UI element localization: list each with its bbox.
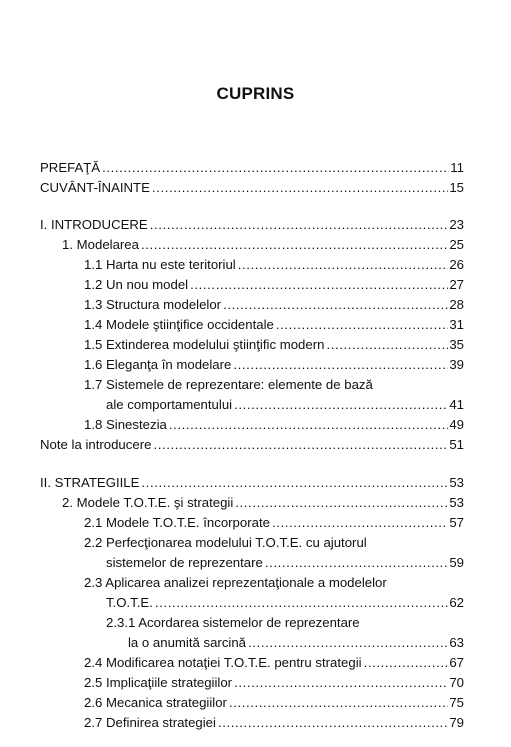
toc-entry-page: 67 bbox=[449, 655, 464, 670]
toc-entry-title: 1.2 Un nou model bbox=[84, 277, 189, 292]
toc-entry-title: la o anumită sarcină bbox=[128, 635, 247, 650]
toc-entry-title: 2.5 Implicaţiile strategiilor bbox=[84, 675, 233, 690]
toc-entry-page: 15 bbox=[449, 180, 464, 195]
toc-entry-title: 2. Modele T.O.T.E. şi strategii bbox=[62, 495, 234, 510]
dot-leader bbox=[155, 593, 448, 613]
toc-entry-page: 51 bbox=[449, 437, 464, 452]
toc-entry-page: 27 bbox=[449, 277, 464, 292]
toc-entry-page: 26 bbox=[449, 257, 464, 272]
toc-entry-page: 11 bbox=[450, 160, 464, 175]
toc-entry-title: Note la introducere bbox=[40, 437, 152, 452]
toc-entry-title: 2.4 Modificarea notaţiei T.O.T.E. pentru strategii bbox=[84, 655, 362, 670]
page-title: CUPRINS bbox=[216, 84, 295, 103]
toc-entry[interactable] bbox=[84, 315, 464, 335]
toc-entry-title: 1.6 Eleganţa în modelare bbox=[84, 357, 232, 372]
toc-entry-title: 1.5 Extinderea modelului ştiinţific modern bbox=[84, 337, 325, 352]
toc-entry-page: 39 bbox=[449, 357, 464, 372]
toc-entry-title: 1.4 Modele ştiinţifice occidentale bbox=[84, 317, 274, 332]
dot-leader bbox=[234, 395, 448, 415]
dot-leader bbox=[233, 355, 448, 375]
toc-entry-title: sistemelor de reprezentare bbox=[106, 555, 263, 570]
toc-entry[interactable] bbox=[84, 255, 464, 275]
toc-entry[interactable] bbox=[84, 673, 464, 693]
toc-entry[interactable] bbox=[84, 513, 464, 533]
toc-entry[interactable] bbox=[40, 178, 464, 198]
toc-entry-page: 25 bbox=[449, 237, 464, 252]
dot-leader bbox=[218, 713, 448, 733]
dot-leader bbox=[223, 295, 448, 315]
toc-entry-title-line1[interactable]: 1.7 Sistemele de reprezentare: elemente de bază bbox=[84, 377, 373, 392]
dot-leader bbox=[276, 315, 448, 335]
toc-entry-page: 53 bbox=[449, 475, 464, 490]
toc-entry[interactable] bbox=[40, 435, 464, 455]
dot-leader bbox=[326, 335, 448, 355]
toc-entry-title: CUVÂNT-ÎNAINTE bbox=[40, 180, 150, 195]
toc-entry[interactable] bbox=[84, 713, 464, 733]
toc-entry[interactable] bbox=[106, 593, 464, 613]
dot-leader bbox=[248, 633, 448, 653]
toc-entry[interactable] bbox=[128, 633, 464, 653]
toc-entry-page: 70 bbox=[449, 675, 464, 690]
toc-entry[interactable] bbox=[40, 158, 464, 178]
toc-entry-title: 1.8 Sinestezia bbox=[84, 417, 167, 432]
toc-entry[interactable] bbox=[62, 235, 464, 255]
dot-leader bbox=[238, 255, 449, 275]
toc-entry[interactable] bbox=[40, 215, 464, 235]
toc-entry-page: 35 bbox=[449, 337, 464, 352]
toc-entry-title-line1[interactable]: 2.3 Aplicarea analizei reprezentaţionale a modelelor bbox=[84, 575, 387, 590]
toc-entry[interactable] bbox=[84, 355, 464, 375]
toc-entry[interactable] bbox=[84, 653, 464, 673]
toc-entry[interactable] bbox=[84, 415, 464, 435]
toc-entry[interactable] bbox=[106, 553, 464, 573]
toc-entry-title-line1[interactable]: 2.3.1 Acordarea sistemelor de reprezentare bbox=[106, 615, 360, 630]
toc-entry-page: 31 bbox=[449, 317, 464, 332]
toc-entry-page: 59 bbox=[449, 555, 464, 570]
dot-leader bbox=[152, 178, 448, 198]
dot-leader bbox=[141, 235, 448, 255]
toc-entry-page: 23 bbox=[449, 217, 464, 232]
dot-leader bbox=[102, 158, 449, 178]
dot-leader bbox=[235, 493, 448, 513]
toc-entry-title: ale comportamentului bbox=[106, 397, 233, 412]
toc-entry[interactable] bbox=[84, 693, 464, 713]
toc-entry-title: 2.1 Modele T.O.T.E. încorporate bbox=[84, 515, 270, 530]
toc-entry-title: 2.7 Definirea strategiei bbox=[84, 715, 216, 730]
toc-entry-page: 75 bbox=[449, 695, 464, 710]
toc-entry-title: T.O.T.E. bbox=[106, 595, 153, 610]
dot-leader bbox=[169, 415, 448, 435]
dot-leader bbox=[190, 275, 448, 295]
dot-leader bbox=[229, 693, 448, 713]
toc-entry-title: 1. Modelarea bbox=[62, 237, 139, 252]
dot-leader bbox=[272, 513, 448, 533]
toc-entry-title: 2.6 Mecanica strategiilor bbox=[84, 695, 227, 710]
toc-entry[interactable] bbox=[84, 295, 464, 315]
dot-leader bbox=[364, 653, 449, 673]
toc-entry-page: 63 bbox=[449, 635, 464, 650]
toc-entry-title: 1.1 Harta nu este teritoriul bbox=[84, 257, 236, 272]
dot-leader bbox=[153, 435, 448, 455]
toc-entry[interactable] bbox=[40, 473, 464, 493]
toc-entry-title: II. STRATEGIILE bbox=[40, 475, 140, 490]
toc-entry-title-line1[interactable]: 2.2 Perfecţionarea modelului T.O.T.E. cu ajutorul bbox=[84, 535, 367, 550]
dot-leader bbox=[150, 215, 449, 235]
toc-entry-page: 41 bbox=[449, 397, 464, 412]
toc-entry[interactable] bbox=[62, 493, 464, 513]
dot-leader bbox=[234, 673, 448, 693]
toc-entry[interactable] bbox=[84, 335, 464, 355]
toc-entry-page: 79 bbox=[449, 715, 464, 730]
dot-leader bbox=[141, 473, 448, 493]
toc-entry-title: 1.3 Structura modelelor bbox=[84, 297, 222, 312]
toc-entry-page: 49 bbox=[449, 417, 464, 432]
toc-entry[interactable] bbox=[106, 395, 464, 415]
toc-entry-page: 53 bbox=[449, 495, 464, 510]
toc-entry-page: 28 bbox=[449, 297, 464, 312]
toc-entry-page: 57 bbox=[449, 515, 464, 530]
dot-leader bbox=[265, 553, 448, 573]
toc-entry[interactable] bbox=[84, 275, 464, 295]
toc-entry-page: 62 bbox=[449, 595, 464, 610]
toc-entry-title: I. INTRODUCERE bbox=[40, 217, 148, 232]
toc-entry-title: PREFAŢĂ bbox=[40, 160, 101, 175]
